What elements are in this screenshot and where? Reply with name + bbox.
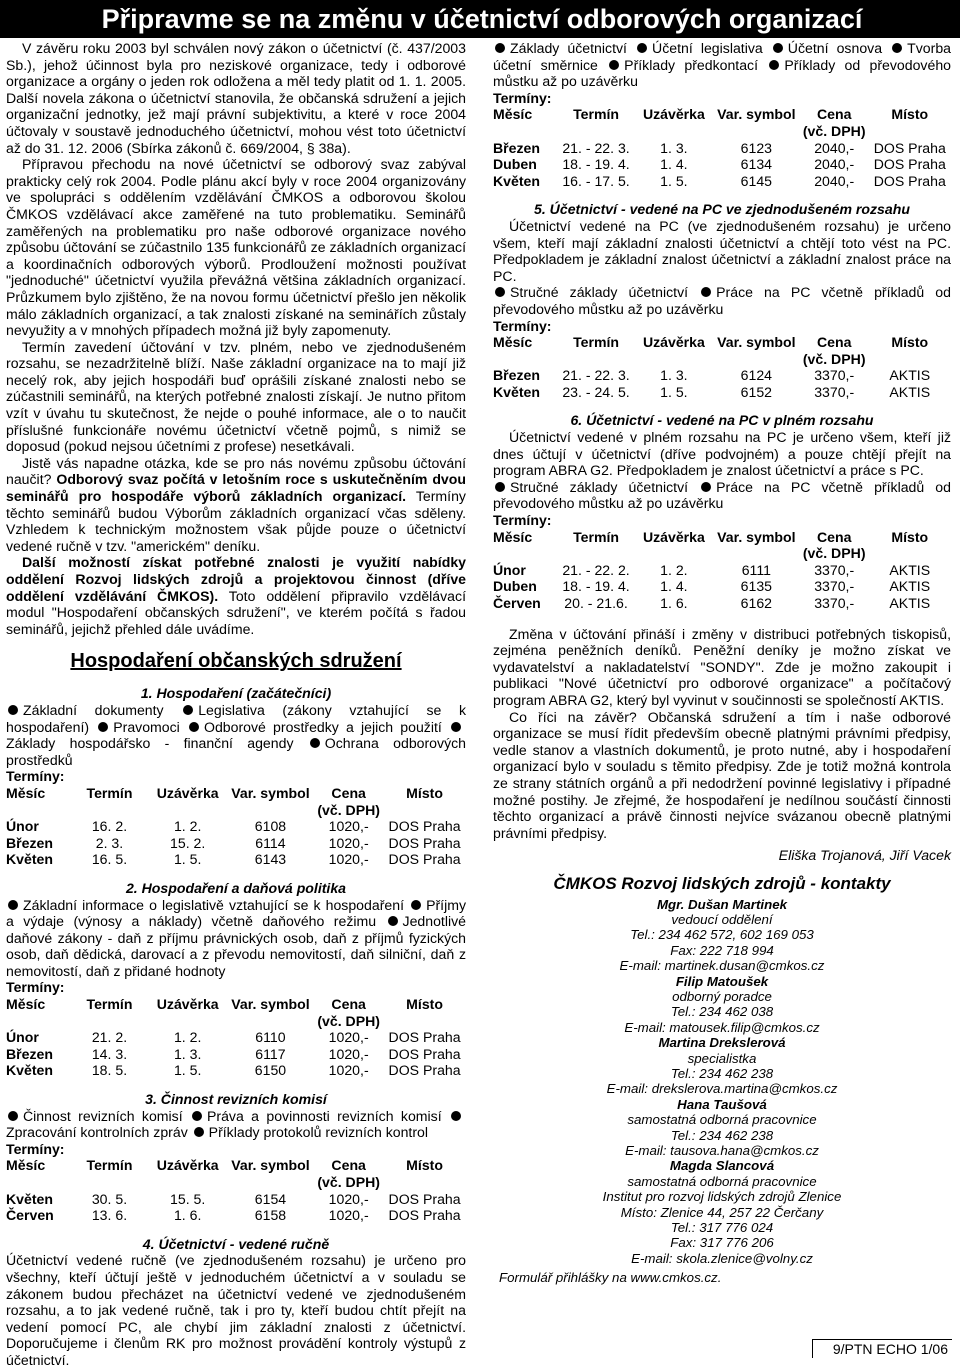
intro-paragraph-2: Přípravou přechodu na nové účetnictví se odborový svaz zabýval prakticky celý rok 2004. Podle plánu akcí byly v roce 2004 organizovány ve spolupráci s oddělením vzdělávání ČMKOS a odborovou školou ČMKOS vzdělávací akce zaměřené na tuto problematiku. Seminářů zaměřených na problematiku pro naše odborové organizace nového způsobu účtování se zúčastnilo 135 funkcionářů ze základních organizací a koordinačních odborových výborů. Prodloužení možnosti používat "jednoduché" účetnictví využila převážná většina základních organizací. Průzkumem bylo zjištěno, že na novou formu účetnictví přešlo jen několik málo základních organizací, a tak znalosti získané na seminářích zůstaly nevyužity a v mnohých případech možná již byly zapomenuty. <box>6 156 466 339</box>
term-cell: 18. 5. <box>91 1062 128 1079</box>
contact-name: Martina Drekslerová <box>658 1035 786 1051</box>
price-cell: 1020,- <box>328 1029 369 1046</box>
contact-detail: E-mail: skola.zlenice@volny.cz <box>631 1250 813 1266</box>
topic-item: Základy účetnictví <box>510 40 627 56</box>
place-header: Místo <box>406 1157 443 1174</box>
place-cell: AKTIS <box>889 383 931 400</box>
contact-name: Magda Slancová <box>669 1158 775 1174</box>
closing-date-cell: 1. 6. <box>173 1207 202 1224</box>
closing-date-cell: 1. 4. <box>660 578 688 595</box>
closing-date-cell: 1. 5. <box>660 172 688 189</box>
topic-item: Základní dokumenty <box>23 701 164 718</box>
place-cell: DOS Praha <box>388 1062 461 1079</box>
topic-item: Účetní osnova <box>787 40 883 56</box>
course-description: Účetnictví vedené v plném rozsahu na PC je určeno všem, kteří již dnes účtují v účetnictví (dříve podvojném) a pouze chtějí přejít na program ABRA G2. Předpokladem je znalost účetnictví a práce s PC. <box>493 429 951 479</box>
page-title: Připravme se na změnu v účetnictví odborových organizací <box>101 4 863 34</box>
price-cell: 1020,- <box>328 1207 369 1224</box>
variable-symbol-header: Var. symbol <box>717 334 796 351</box>
contact-detail: Tel.: 234 462 238 <box>670 1065 774 1081</box>
contact-detail: odborný poradce <box>672 988 772 1004</box>
terms-table <box>493 334 951 400</box>
topic-item: Příklady od převodového můstku až po uzávěrku <box>493 56 951 90</box>
topic-item: Stručné základy účetnictví <box>510 284 689 301</box>
vat-note: (vč. DPH) <box>317 1174 380 1190</box>
bullet-icon <box>451 1111 461 1121</box>
price-header: Cena <box>331 784 366 801</box>
month-cell: Květen <box>6 1190 53 1207</box>
topic-item: Jednotlivé daňové zákony - daň z příjmu právnických osob, daň z příjmů fyzických osob, daň dědická, darovací a z převodu nemovitostí, daň silniční, daň z nemovitostí, daň z přidané hodnoty <box>6 913 466 979</box>
term-header: Termín <box>86 784 133 801</box>
closing-date-cell: 15. 2. <box>170 834 206 851</box>
bullet-icon <box>637 43 647 53</box>
vat-note: (vč. DPH) <box>317 801 380 818</box>
term-cell: 21. - 22. 3. <box>562 367 630 384</box>
table-row <box>6 835 466 852</box>
bullet-icon <box>495 287 505 297</box>
price-cell: 3370,- <box>814 367 855 384</box>
topic-item: Ochrana odborových prostředků <box>6 735 467 768</box>
course-title: 5. Účetnictví - vedené na PC ve zjednodušeném rozsahu <box>534 201 910 218</box>
topic-item: Příklady protokolů revizních kontrol <box>208 1124 429 1141</box>
month-cell: Duben <box>493 578 537 595</box>
offer-highlight: Další možností získat potřebné znalosti je využití nabídky oddělení Rozvoj lidských zdrojů a projektovou činnost (dříve oddělení vzdělávání ČMKOS). <box>6 554 466 604</box>
bullet-icon <box>609 60 619 70</box>
table-row <box>6 1207 466 1224</box>
price-header: Cena <box>816 334 852 351</box>
intro-paragraph-4 <box>6 455 466 555</box>
topic-item: Stručné základy účetnictví <box>510 478 689 495</box>
question-text: Jistě vás napadne otázka, kde se pro nás novému způsobu účtování naučit? <box>6 454 466 488</box>
vat-note: (vč. DPH) <box>802 122 866 139</box>
contact-detail: samostatná odborná pracovnice <box>627 1112 817 1128</box>
course-title: 4. Účetnictví - vedené ručně <box>142 1235 330 1252</box>
place-cell: DOS Praha <box>388 1190 461 1207</box>
terms-table <box>6 785 466 868</box>
term-cell: 30. 5. <box>91 1190 128 1207</box>
variable-symbol-cell: 6110 <box>255 1029 286 1046</box>
term-cell: 18. - 19. 4. <box>562 578 630 595</box>
topic-item: Zpracování kontrolních zpráv <box>6 1124 188 1141</box>
variable-symbol-header: Var. symbol <box>231 996 310 1013</box>
month-header: Měsíc <box>6 784 46 801</box>
topic-item: Příjmy a výdaje (výnosy a náklady) včetně daňového režimu <box>6 896 466 930</box>
contact-detail: Tel.: 234 462 238 <box>670 1127 774 1143</box>
bullet-icon <box>769 60 779 70</box>
price-cell: 2040,- <box>814 156 855 173</box>
terms-table <box>493 529 951 612</box>
variable-symbol-cell: 6134 <box>740 156 773 173</box>
place-header: Místo <box>406 784 443 801</box>
course-topics <box>493 40 951 90</box>
contact-detail: Tel.: 234 462 038 <box>670 1004 774 1020</box>
course-topics <box>6 1108 466 1141</box>
month-cell: Březen <box>6 1045 53 1062</box>
terms-label: Termíny: <box>493 317 552 334</box>
variable-symbol-cell: 6162 <box>740 595 773 611</box>
term-cell: 23. - 24. 5. <box>562 383 630 400</box>
left-column <box>6 40 466 1369</box>
intro-paragraph-5 <box>6 554 466 637</box>
variable-symbol-cell: 6152 <box>740 383 773 400</box>
price-cell: 1020,- <box>328 1190 369 1207</box>
topic-item: Pravomoci <box>113 718 180 735</box>
contact-detail: specialistka <box>687 1050 757 1066</box>
term-cell: 16. 2. <box>91 818 128 835</box>
seminar-announcement: Odborový svaz počítá v letošním roce s uskutečněním dvou seminářů pro hospodáře výborů základních organizací. <box>6 471 466 505</box>
course-title: 1. Hospodaření (začátečníci) <box>140 685 332 702</box>
closing-date-header: Uzávěrka <box>156 784 219 801</box>
closing-date-cell: 1. 5. <box>660 383 688 400</box>
contact-detail: Tel.: 234 462 572, 602 169 053 <box>630 927 814 943</box>
term-header: Termín <box>573 528 620 545</box>
bullet-icon <box>388 916 398 926</box>
page-footer: 9/PTN ECHO 1/06 <box>812 1339 952 1358</box>
closing-date-cell: 1. 4. <box>660 156 688 173</box>
bullet-icon <box>495 482 505 492</box>
topic-item: Práce na PC včetně příkladů od převodového můstku až po uzávěrku <box>493 478 951 512</box>
month-cell: Březen <box>493 367 540 384</box>
table-row <box>493 156 951 173</box>
price-cell: 3370,- <box>814 595 855 611</box>
term-cell: 13. 6. <box>91 1207 128 1224</box>
price-cell: 2040,- <box>814 139 855 156</box>
topic-item: Činnost revizních komisí <box>23 1107 183 1124</box>
variable-symbol-cell: 6123 <box>740 139 773 156</box>
closing-date-header: Uzávěrka <box>156 996 219 1013</box>
course-block <box>493 412 951 611</box>
bullet-icon <box>189 722 199 732</box>
bullet-icon <box>8 900 18 910</box>
contact-name: Hana Taušová <box>677 1096 767 1112</box>
place-header: Místo <box>891 334 929 351</box>
closing-date-header: Uzávěrka <box>156 1157 219 1174</box>
month-cell: Únor <box>6 818 39 835</box>
closing-date-cell: 1. 5. <box>173 851 202 868</box>
course-topics <box>6 897 466 980</box>
topic-item: Práce na PC včetně příkladů od převodového můstku až po uzávěrku <box>493 284 951 317</box>
price-header: Cena <box>816 528 852 545</box>
variable-symbol-cell: 6111 <box>741 561 771 578</box>
course-title: 3. Činnost revizních komisí <box>145 1091 327 1108</box>
bullet-icon <box>773 43 783 53</box>
place-cell: DOS Praha <box>873 172 946 189</box>
course-block <box>6 685 466 868</box>
month-cell: Březen <box>6 834 53 851</box>
course-topics <box>493 284 951 317</box>
term-header: Termín <box>86 996 133 1013</box>
price-cell: 2040,- <box>814 172 855 189</box>
intro-paragraph-1: V závěru roku 2003 byl schválen nový zákon o účetnictví (č. 437/2003 Sb.), jehož účinnost byla pro neziskové organizace, tedy i odborové organizace a orgány o jeden rok odložena a měl tedy platit od 1. 1. 2005. Další novela zákona o účetnictví stanovila, že občanská sdružení a jejich organizační jednotky, jež mají právní subjektivitu, a které v roce 2004 účtovaly v soustavě jednoduchého účetnictví, mohou vést toto účetnictví až do 31. 12. 2006 (Sbírka zákonů č. 669/2004, § 38a). <box>6 40 466 156</box>
table-row <box>6 818 466 835</box>
price-header: Cena <box>331 996 366 1013</box>
variable-symbol-header: Var. symbol <box>231 1157 310 1174</box>
bullet-icon <box>451 722 461 732</box>
month-header: Měsíc <box>6 1157 46 1174</box>
course-description: Účetnictví vedené ručně (ve zjednodušeném rozsahu) je určeno pro všechny, kteří účtují ještě v jednoduchém účetnictví a v souladu se zákonem budou přecházet na účetnictví vedené ve zjednodušeném rozsahu, a to jak vedené ručně, tak i pro ty, kteří budou chtít přejít na vedení pomocí PC, ale chybí jim základní znalosti z účetnictví. Doporučujeme i členům RK pro možnost provádění kontroly výstupů z účetnictví. <box>6 1252 466 1368</box>
bullet-icon <box>892 43 902 53</box>
variable-symbol-cell: 6108 <box>254 818 287 835</box>
section-title: Hospodaření občanských sdružení <box>70 650 402 673</box>
term-header: Termín <box>573 334 620 351</box>
table-row <box>493 595 951 612</box>
topic-item: Legislativa (zákony vztahující se k hospodaření) <box>6 701 466 735</box>
authors-signature: Eliška Trojanová, Jiří Vacek <box>778 847 951 864</box>
bullet-icon <box>701 287 711 297</box>
place-cell: DOS Praha <box>388 1207 461 1224</box>
course-topics <box>6 702 466 768</box>
contact-detail: Fax: 222 718 994 <box>670 942 774 958</box>
closing-date-cell: 1. 3. <box>660 367 688 384</box>
bullet-icon <box>192 1111 202 1121</box>
vat-note: (vč. DPH) <box>802 545 866 562</box>
month-header: Měsíc <box>6 996 46 1013</box>
term-cell: 20. - 21.6. <box>564 595 628 611</box>
contact-detail: E-mail: martinek.dusan@cmkos.cz <box>619 958 825 974</box>
variable-symbol-cell: 6114 <box>255 834 286 851</box>
bullet-icon <box>310 738 320 748</box>
bullet-icon <box>8 705 18 715</box>
vat-note: (vč. DPH) <box>802 350 866 367</box>
price-cell: 1020,- <box>328 834 369 851</box>
variable-symbol-cell: 6135 <box>740 578 773 595</box>
month-header: Měsíc <box>493 106 533 123</box>
contact-detail: Tel.: 317 776 024 <box>670 1220 774 1236</box>
term-cell: 21. - 22. 3. <box>562 139 630 156</box>
topic-item: Základní informace o legislativě vztahující se k hospodaření <box>23 896 404 913</box>
bullet-icon <box>194 1127 204 1137</box>
contact-name: Mgr. Dušan Martinek <box>656 896 788 912</box>
variable-symbol-cell: 6150 <box>254 1062 287 1079</box>
place-cell: AKTIS <box>889 595 931 611</box>
month-cell: Únor <box>493 561 526 578</box>
course-title: 2. Hospodaření a daňová politika <box>125 879 347 896</box>
term-cell: 2. 3. <box>95 834 124 851</box>
topic-item: Základy hospodářsko - finanční agendy <box>6 735 294 752</box>
terms-label: Termíny: <box>6 979 65 996</box>
bullet-icon <box>411 900 421 910</box>
month-cell: Duben <box>493 156 537 173</box>
closing-date-header: Uzávěrka <box>642 106 705 123</box>
closing-date-cell: 1. 2. <box>173 1029 202 1046</box>
price-cell: 1020,- <box>328 1045 369 1062</box>
price-cell: 1020,- <box>328 1062 369 1079</box>
closing-date-cell: 1. 3. <box>173 1045 202 1062</box>
course-block <box>493 201 951 400</box>
table-row <box>6 1029 466 1046</box>
registration-form-link[interactable]: Formulář přihlášky na www.cmkos.cz. <box>499 1270 722 1286</box>
terms-label: Termíny: <box>493 512 552 529</box>
topic-item: Tvorba účetní směrnice <box>493 40 951 73</box>
course-description: Účetnictví vedené na PC (ve zjednodušeném rozsahu) je určeno všem, kteří mají základní znalosti účetnictví a chtějí toto vést na PC. Předpokladem je základní znalost účetnictví a základní znalost práce na PC. <box>493 217 951 284</box>
terms-label: Termíny: <box>6 1140 65 1157</box>
place-header: Místo <box>891 106 929 123</box>
closing-date-cell: 1. 3. <box>660 139 688 156</box>
table-row <box>493 578 951 595</box>
course-block <box>6 880 466 1079</box>
month-cell: Únor <box>6 1029 39 1046</box>
table-row <box>493 384 951 401</box>
contact-detail: Fax: 317 776 206 <box>670 1235 774 1251</box>
topic-item: Odborové prostředky a jejich použití <box>203 718 442 735</box>
variable-symbol-header: Var. symbol <box>717 106 796 123</box>
terms-table <box>6 1157 466 1223</box>
place-cell: DOS Praha <box>873 139 946 156</box>
place-cell: AKTIS <box>889 578 931 595</box>
topic-item: Účetní legislativa <box>652 40 763 56</box>
terms-table <box>493 106 951 189</box>
variable-symbol-cell: 6124 <box>740 367 773 384</box>
intro-paragraph-3: Termín zavedení účtování v tzv. plném, nebo ve zjednodušeném rozsahu, se nezadržitelně blíží. Naše základní organizace na to mají již necelý rok, aby jejich hospodáři buď oprášili získané znalosti nebo se zúčastnili seminářů, na kterých potřebné znalosti získají. Je nutno přitom vzít v úvahu tu skutečnost, že nejde o pouhé informace, ale o to naučit příslušné funkcionáře novému účetnictví včetně pojmů, s nimiž se doposud (pokud nejsou účetními z profese) nesetkávali. <box>6 338 466 455</box>
term-cell: 16. 5. <box>91 851 128 868</box>
month-cell: Červen <box>6 1207 54 1224</box>
price-cell: 3370,- <box>814 383 855 400</box>
table-row <box>6 1046 466 1063</box>
place-cell: DOS Praha <box>873 156 946 173</box>
variable-symbol-cell: 6143 <box>254 851 287 868</box>
closing-date-header: Uzávěrka <box>642 334 705 351</box>
month-cell: Květen <box>6 851 53 868</box>
place-cell: AKTIS <box>889 561 931 578</box>
term-header: Termín <box>573 106 620 123</box>
contact-detail: E-mail: drekslerova.martina@cmkos.cz <box>606 1081 838 1097</box>
place-cell: DOS Praha <box>388 851 461 868</box>
closing-date-cell: 15. 5. <box>170 1190 206 1207</box>
price-cell: 3370,- <box>814 578 855 595</box>
table-row <box>6 1191 466 1208</box>
price-cell: 3370,- <box>814 561 855 578</box>
vat-note: (vč. DPH) <box>317 1012 380 1029</box>
contact-detail: Místo: Zlenice 44, 257 22 Čerčany <box>620 1204 824 1220</box>
variable-symbol-cell: 6154 <box>254 1190 287 1207</box>
bullet-icon <box>8 1111 18 1121</box>
topic-item: Práva a povinnosti revizních komisí <box>206 1107 442 1124</box>
term-cell: 16. - 17. 5. <box>562 172 630 189</box>
month-header: Měsíc <box>493 528 533 545</box>
term-header: Termín <box>86 1157 133 1174</box>
course-block <box>493 40 951 189</box>
bullet-icon <box>701 482 711 492</box>
closing-paragraph-2: Co říci na závěr? Občanská sdružení a tím i naše odborové organizace se musí řídit především obecně platnými právními předpisy, vedle stanov a vlastních dokumentů, je proto nutné, aby i hospodaření organizací bylo v souladu s těmito předpisy. Zde je totiž možná kontrola ze strany státních orgánů a při nedodržení povinné legislativy i případné možné postihy. Je zřejmé, že hospodaření je nedílnou součástí činnosti těchto organizací a právě činnosti nejvíce svázanou obecně platnými právními předpisy. <box>493 708 951 841</box>
month-cell: Březen <box>493 139 540 156</box>
seminar-dates-note: Termíny těchto seminářů budou Výborům základních organizací včas sděleny. Vzhledem k technickým možnostem však půjde pouze o účetnictví vedené ručně v tzv. "americkém" deníku. <box>6 488 466 554</box>
table-row <box>493 367 951 384</box>
bullet-icon <box>183 705 193 715</box>
place-header: Místo <box>891 528 929 545</box>
terms-label: Termíny: <box>6 768 65 785</box>
closing-date-header: Uzávěrka <box>642 528 705 545</box>
table-row <box>6 1062 466 1079</box>
contacts-title: ČMKOS Rozvoj lidských zdrojů - kontakty <box>553 873 891 893</box>
variable-symbol-cell: 6117 <box>255 1045 286 1062</box>
closing-paragraph-1: Změna v účtování přináší i změny v distribuci potřebných tiskopisů, zejména peněžních deníků. Peněžní deníky je možno získat ve vydavatelství a nakladatelství "SONDY". Zde je možno zakoupit i publikaci "Nové účetnictví pro odborové organizace" a počítačový program ABRA G2, který byl vyvinut v součinnosti se společností AKTIS. <box>493 625 951 708</box>
place-cell: DOS Praha <box>388 834 461 851</box>
offer-text: Toto oddělení připravilo vzdělávací modul "Hospodaření občanských sdružení", ve kterém počítá s řadou seminářů, jejichž přehled dále uvádíme. <box>6 587 466 637</box>
month-cell: Květen <box>6 1062 53 1079</box>
closing-date-cell: 1. 6. <box>660 595 688 611</box>
topic-item: Příklady předkontací <box>624 56 759 73</box>
course-topics <box>493 479 951 512</box>
month-cell: Červen <box>493 595 541 611</box>
month-cell: Květen <box>493 383 540 400</box>
bullet-icon <box>98 722 108 732</box>
place-cell: DOS Praha <box>388 1029 461 1046</box>
month-cell: Květen <box>493 172 540 189</box>
contact-name: Filip Matoušek <box>675 973 769 989</box>
right-column <box>493 40 951 1287</box>
term-cell: 14. 3. <box>91 1045 128 1062</box>
contact-detail: samostatná odborná pracovnice <box>627 1173 817 1189</box>
price-cell: 1020,- <box>328 851 369 868</box>
contacts-list <box>493 897 951 1267</box>
bullet-icon <box>495 43 505 53</box>
price-cell: 1020,- <box>328 818 369 835</box>
course-title: 6. Účetnictví - vedené na PC v plném rozsahu <box>570 412 874 429</box>
page-header <box>0 0 960 38</box>
table-row <box>6 851 466 868</box>
contact-detail: Institut pro rozvoj lidských zdrojů Zlenice <box>602 1189 842 1205</box>
place-cell: DOS Praha <box>388 818 461 835</box>
place-header: Místo <box>406 996 443 1013</box>
course-block <box>6 1091 466 1224</box>
contact-detail: E-mail: matousek.filip@cmkos.cz <box>624 1019 820 1035</box>
variable-symbol-cell: 6145 <box>740 172 773 189</box>
terms-label: Termíny: <box>493 89 552 106</box>
place-cell: DOS Praha <box>388 1045 461 1062</box>
variable-symbol-header: Var. symbol <box>231 784 310 801</box>
terms-table <box>6 996 466 1079</box>
price-header: Cena <box>816 106 852 123</box>
closing-date-cell: 1. 2. <box>173 818 202 835</box>
variable-symbol-cell: 6158 <box>254 1207 287 1224</box>
month-header: Měsíc <box>493 334 533 351</box>
closing-date-cell: 1. 5. <box>173 1062 202 1079</box>
table-row <box>493 140 951 157</box>
contact-detail: vedoucí oddělení <box>671 911 773 927</box>
place-cell: AKTIS <box>889 367 931 384</box>
variable-symbol-header: Var. symbol <box>717 528 796 545</box>
course-block <box>6 1236 466 1369</box>
closing-date-cell: 1. 2. <box>660 561 688 578</box>
table-row <box>493 562 951 579</box>
term-cell: 21. - 22. 2. <box>562 561 630 578</box>
term-cell: 18. - 19. 4. <box>562 156 630 173</box>
term-cell: 21. 2. <box>91 1029 128 1046</box>
price-header: Cena <box>331 1157 366 1174</box>
contact-detail: E-mail: tausova.hana@cmkos.cz <box>625 1143 819 1158</box>
table-row <box>493 173 951 190</box>
